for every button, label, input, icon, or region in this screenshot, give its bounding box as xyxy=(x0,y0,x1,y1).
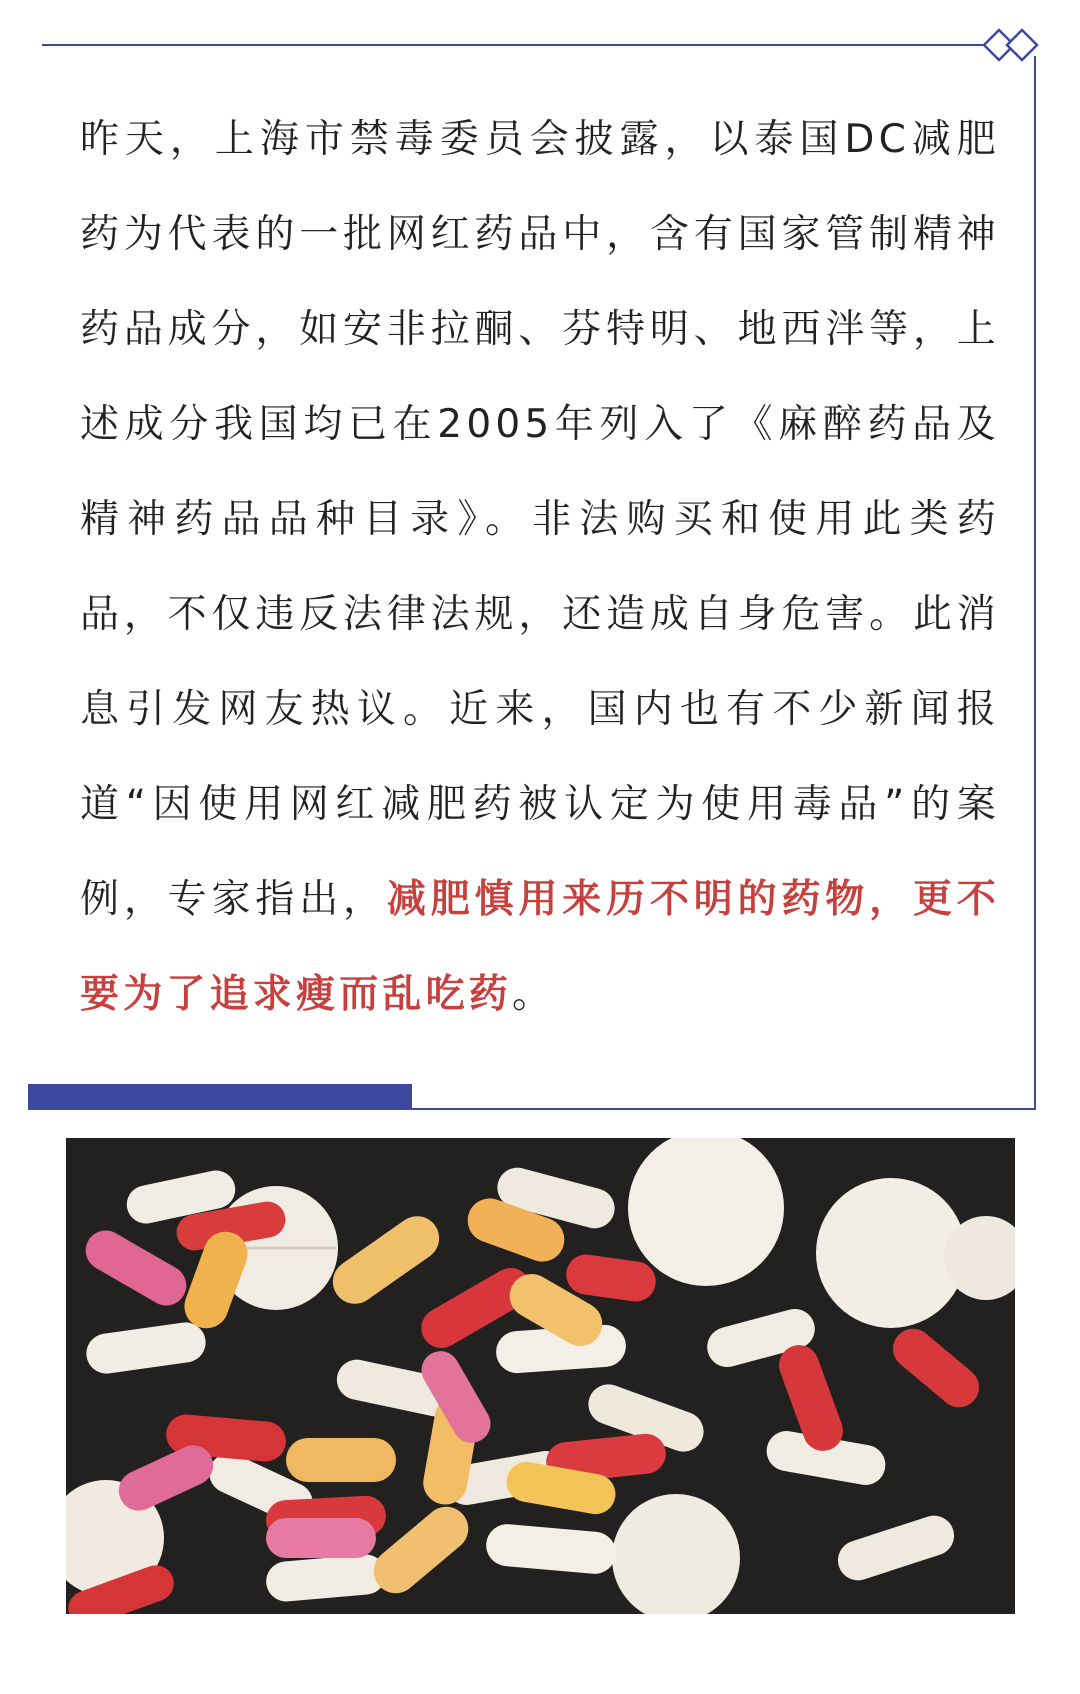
frame-right-line xyxy=(1034,56,1036,1110)
frame-top-line xyxy=(42,44,1004,46)
frame-bottom-line xyxy=(412,1108,1036,1110)
article-paragraph xyxy=(80,92,1000,1042)
paragraph-lead: 昨天，上海市禁毒委员会披露，以泰国DC减肥药为代表的一批网红药品中，含有国家管制精神药品成分，如安非拉酮、芬特明、地西泮等，上述成分我国均已在2005年列入了《麻醉药品及精神药品品种目录》。非法购买和使用此类药品，不仅违反法律法规，还造成自身危害。此消息引发网友热议。近来，国内也有不少新闻报道“因使用网红减肥药被认定为使用毒品”的案例，专家指出， xyxy=(80,117,1000,922)
paragraph-end: 。 xyxy=(512,972,556,1017)
pills-photo xyxy=(66,1138,1015,1614)
double-diamond-icon xyxy=(980,26,1042,64)
frame-accent-bar xyxy=(28,1084,412,1110)
paragraph-highlight: 减肥慎用来历不明的药物，更不要为了追求瘦而乱吃药 xyxy=(80,877,1000,1017)
